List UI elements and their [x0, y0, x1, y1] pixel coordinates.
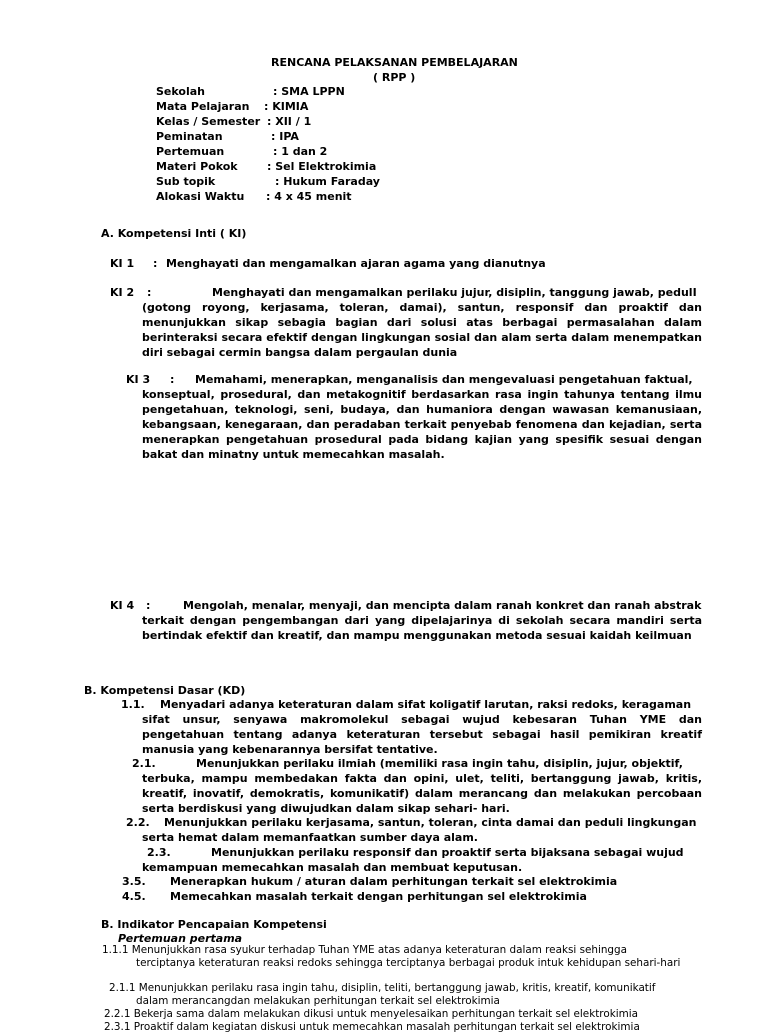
kd-1-1-first-line: Menyadari adanya keteraturan dalam sifat koligatif larutan, raksi redoks, keragaman [160, 698, 692, 711]
ki3-label: KI 3 [126, 373, 151, 386]
kd-1-1-number: 1.1. [121, 698, 145, 711]
kd-2-1-first-line: Menunjukkan perilaku ilmiah (memiliki rasa ingin tahu, disiplin, jujur, objektif, [196, 757, 683, 770]
identity-value-meeting: : 1 dan 2 [273, 145, 328, 158]
ki1-label: KI 1 [110, 257, 135, 270]
identity-value-specialization: : IPA [271, 130, 299, 143]
kd-2-1-number: 2.1. [132, 757, 156, 770]
kd-3-5-text: Menerapkan hukum / aturan dalam perhitungan terkait sel elektrokimia [170, 875, 618, 888]
ki2-first-line: Menghayati dan mengamalkan perilaku jujur, disiplin, tanggung jawab, pedulI [212, 286, 697, 299]
ki4-first-line: Mengolah, menalar, menyaji, dan mencipta dalam ranah konkret dan ranah abstrak [183, 599, 702, 612]
ki3-separator: : [170, 373, 175, 386]
section-a-heading: A. Kompetensi Inti ( KI) [101, 227, 247, 240]
ki3-text: konseptual, prosedural, dan metakognitif berdasarkan rasa ingin tahunya tentang ilmu pengetahuan, teknologi, seni, budaya, dan humaniora dengan wawasan kemanusiaan, kebangsaan, kenegaraan, dan peradaban terkait penyebab fenomena dan kejadian, serta menerapkan pengetahuan prosedural pada bidang kajian yang spesifik sesuai dengan bakat dan minatny untuk memecahkan masalah. [142, 388, 702, 461]
identity-label-main-material: Materi Pokok [156, 160, 238, 173]
identity-value-time: : 4 x 45 menit [266, 190, 352, 203]
kd-2-2-first-line: Menunjukkan perilaku kerjasama, santun, toleran, cinta damai dan peduli lingkungan [164, 816, 697, 829]
kd-2-3-first-line: Menunjukkan perilaku responsif dan proaktif serta bijaksana sebagai wujud [211, 846, 684, 859]
ki2-label: KI 2 [110, 286, 135, 299]
meeting-first-heading: Pertemuan pertama [118, 932, 243, 945]
identity-value-subject: : KIMIA [264, 100, 309, 113]
kd-2-3-number: 2.3. [147, 846, 171, 859]
ki2-separator: : [147, 286, 152, 299]
identity-label-subtopic: Sub topik [156, 175, 216, 188]
kd-2-1-text: terbuka, mampu membedakan fakta dan opini, ulet, teliti, bertanggung jawab, kritis, kreatif, inovatif, demokratis, komunikatif) dalam merancang dan melakukan percobaan serta berdiskusi yang diwujudkan dalam sikap sehari- hari. [142, 772, 702, 815]
kd-3-5-number: 3.5. [122, 875, 146, 888]
identity-value-main-material: : Sel Elektrokimia [267, 160, 377, 173]
indicator-2-1-1-first-line: 2.1.1 Menunjukkan perilaku rasa ingin tahu, disiplin, teliti, bertanggung jawab, kritis, kreatif, komunikatif [109, 982, 656, 994]
identity-value-school: : SMA LPPN [273, 85, 345, 98]
ki3-first-line: Memahami, menerapkan, menganalisis dan mengevaluasi pengetahuan faktual, [195, 373, 693, 386]
ki1-text: Menghayati dan mengamalkan ajaran agama yang dianutnya [166, 257, 546, 270]
indicator-2-2-1: 2.2.1 Bekerja sama dalam melakukan dikusi untuk menyelesaikan perhitungan terkait sel elektrokimia [104, 1008, 638, 1020]
ki4-text: terkait dengan pengembangan dari yang dipelajarinya di sekolah secara mandiri serta bertindak efektif dan kreatif, dan mampu menggunakan metoda sesuai kaidah keilmuan [142, 614, 702, 642]
identity-label-school: Sekolah [156, 85, 205, 98]
indicator-2-1-1-text: dalam merancangdan melakukan perhitungan terkait sel elektrokimia [136, 995, 500, 1007]
kd-1-1-text: sifat unsur, senyawa makromolekul sebagai wujud kebesaran Tuhan YME dan pengetahuan tentang adanya keteraturan tersebut sebagai hasil pemikiran kreatif manusia yang kebenarannya bersifat tentative. [142, 713, 702, 756]
document-title: RENCANA PELAKSANAN PEMBELAJARAN [271, 56, 518, 69]
identity-label-class: Kelas / Semester [156, 115, 261, 128]
section-indicator-heading: B. Indikator Pencapaian Kompetensi [101, 918, 327, 931]
identity-value-class: : XII / 1 [267, 115, 312, 128]
identity-value-subtopic: : Hukum Faraday [275, 175, 380, 188]
identity-label-meeting: Pertemuan [156, 145, 225, 158]
ki1-separator: : [153, 257, 158, 270]
ki4-label: KI 4 [110, 599, 135, 612]
kd-2-2-text: serta hemat dalam memanfaatkan sumber daya alam. [142, 831, 478, 844]
ki2-text: (gotong royong, kerjasama, toleran, damai), santun, responsif dan proaktif dan menunjukkan sikap sebagia bagian dari solusi atas berbagai permasalahan dalam berinteraksi secara efektif dengan lingkungan sosial dan alam serta dalam menempatkan diri sebagai cermin bangsa dalam pergaulan dunia [142, 301, 702, 359]
indicator-2-3-1: 2.3.1 Proaktif dalam kegiatan diskusi untuk memecahkan masalah perhitungan terkait sel elektrokimia [104, 1021, 640, 1033]
indicator-1-1-1-text: terciptanya keteraturan reaksi redoks sehingga terciptanya berbagai produk intuk kehidupan sehari-hari [136, 957, 681, 969]
kd-2-2-number: 2.2. [126, 816, 150, 829]
identity-label-specialization: Peminatan [156, 130, 223, 143]
section-b-heading: B. Kompetensi Dasar (KD) [84, 684, 246, 697]
kd-4-5-number: 4.5. [122, 890, 146, 903]
kd-2-3-text: kemampuan memecahkan masalah dan membuat keputusan. [142, 861, 523, 874]
identity-label-time: Alokasi Waktu [156, 190, 245, 203]
identity-label-subject: Mata Pelajaran [156, 100, 250, 113]
document-subtitle: ( RPP ) [373, 71, 416, 84]
indicator-1-1-1-first-line: 1.1.1 Menunjukkan rasa syukur terhadap Tuhan YME atas adanya keteraturan dalam reaksi sehingga [102, 944, 627, 956]
kd-4-5-text: Memecahkan masalah terkait dengan perhitungan sel elektrokimia [170, 890, 587, 903]
ki4-separator: : [146, 599, 151, 612]
